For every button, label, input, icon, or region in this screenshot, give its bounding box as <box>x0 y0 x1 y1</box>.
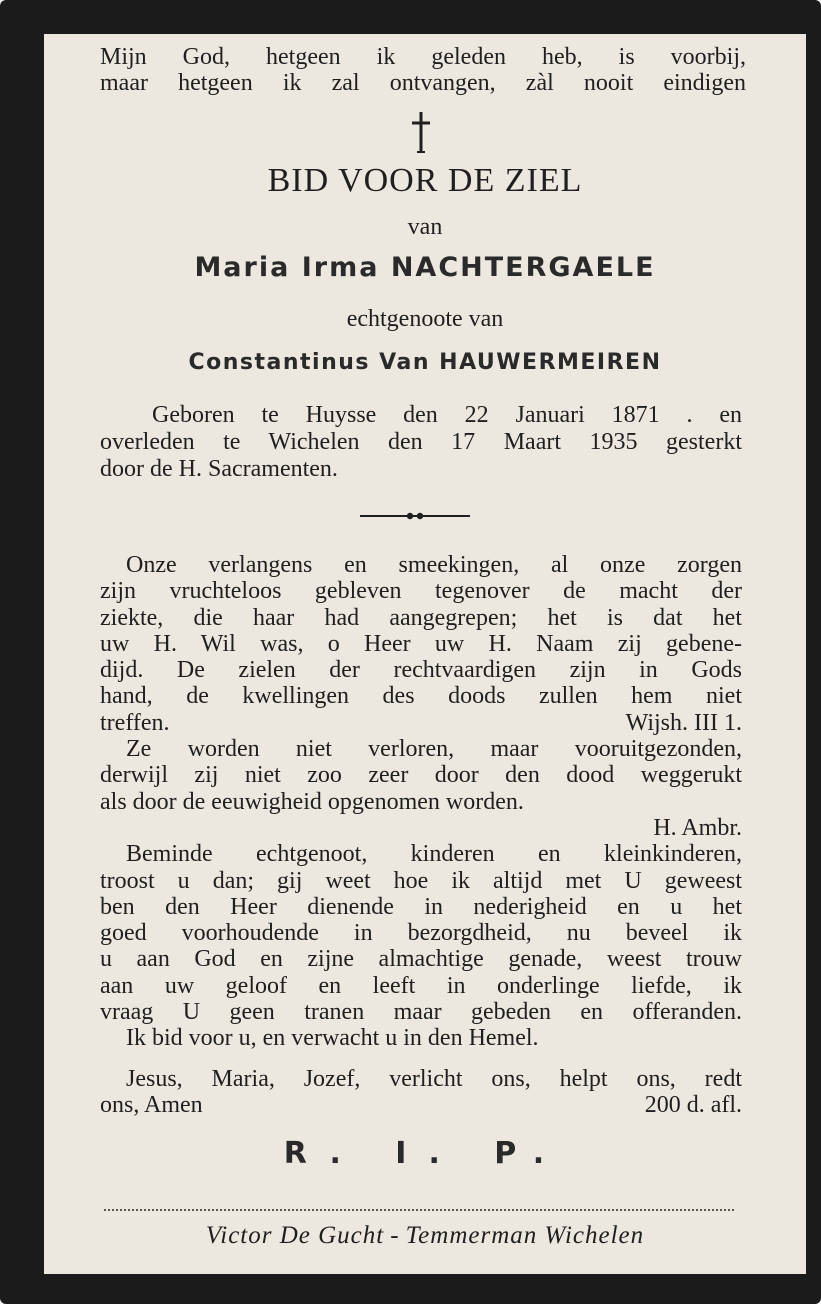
card-paper <box>44 34 806 1274</box>
printer-imprint <box>44 1222 806 1250</box>
paragraph-2 <box>100 736 742 841</box>
text-line: dijd. De zielen der rechtvaardigen zijn in Gods <box>100 657 742 684</box>
sacraments-line: door de H. Sacramenten. <box>100 456 338 482</box>
text-line: Beminde echtgenoot, kinderen en kleinkinderen, <box>126 841 742 868</box>
text-line: u aan God en zijne almachtige genade, weest trouw <box>100 946 742 973</box>
paragraph-3 <box>100 841 742 1051</box>
text-line: Ze worden niet verloren, maar vooruitgezonden, <box>126 736 742 763</box>
text-line: goed voorhoudende in bezorgdheid, nu beveel ik <box>100 920 742 947</box>
page-title: BID VOOR DE ZIEL <box>267 162 583 199</box>
quote-source: Wijsh. III 1. <box>625 709 742 736</box>
text-line: hand, de kwellingen des doods zullen hem niet <box>100 683 742 710</box>
text-line: troost u dan; gij weet hoe ik altijd met U geweest <box>100 867 742 894</box>
text-line: Ik bid voor u, en verwacht u in den Hemel. <box>126 1025 539 1052</box>
motto <box>100 44 746 96</box>
text-line-with-indulgence <box>100 1092 742 1118</box>
printer-separator: - <box>390 1222 400 1249</box>
deceased-name: Maria Irma NACHTERGAELE <box>194 252 656 283</box>
van-label: van <box>407 214 443 240</box>
death-line: overleden te Wichelen den 17 Maart 1935 gesterkt <box>100 429 742 455</box>
text-line: Jesus, Maria, Jozef, verlicht ons, helpt ons, redt <box>126 1065 742 1092</box>
text-line: uw H. Wil was, o Heer uw H. Naam zij gebene- <box>100 630 742 657</box>
ornament-divider <box>360 510 470 522</box>
text-line: aan uw geloof en leeft in onderlinge liefde, ik <box>100 972 742 999</box>
text-line: zijn vruchteloos gebleven tegenover de macht der <box>100 578 742 605</box>
divider-line <box>104 1209 734 1211</box>
spouse-relation: echtgenoote van <box>346 306 504 332</box>
cross-icon <box>406 110 436 154</box>
printer-name: Victor De Gucht <box>205 1222 385 1249</box>
text-line: ziekte, die haar had aangegrepen; het is dat het <box>100 604 742 631</box>
paragraph-1 <box>100 552 742 736</box>
quote-source: H. Ambr. <box>653 814 742 841</box>
birth-line: Geboren te Huysse den 22 Januari 1871 . en <box>152 402 742 428</box>
rip-label: R. I. P. <box>283 1136 567 1171</box>
printer-location: Temmerman Wichelen <box>405 1222 645 1249</box>
birth-death-info <box>100 402 742 483</box>
motto-line-1: Mijn God, hetgeen ik geleden heb, is voorbij, <box>100 44 746 70</box>
indulgence-note: 200 d. afl. <box>644 1091 742 1118</box>
text-line: ons, Amen <box>100 1091 203 1118</box>
text-line: ben den Heer dienende in nederigheid en u het <box>100 893 742 920</box>
text-line: derwijl zij niet zoo zeer door den dood weggerukt <box>100 762 742 789</box>
text-line-with-source <box>100 710 742 736</box>
memorial-text <box>100 552 742 1118</box>
text-line: vraag U geen tranen maar gebeden en offeranden. <box>100 999 742 1026</box>
text-line: treffen. <box>100 709 170 736</box>
prayer <box>100 1066 742 1119</box>
text-line: Onze verlangens en smeekingen, al onze zorgen <box>126 552 742 578</box>
motto-line-2: maar hetgeen ik zal ontvangen, zàl nooit eindigen <box>100 70 746 96</box>
text-line: als door de eeuwigheid opgenomen worden. <box>100 788 524 815</box>
spouse-name: Constantinus Van HAUWERMEIREN <box>188 350 662 375</box>
